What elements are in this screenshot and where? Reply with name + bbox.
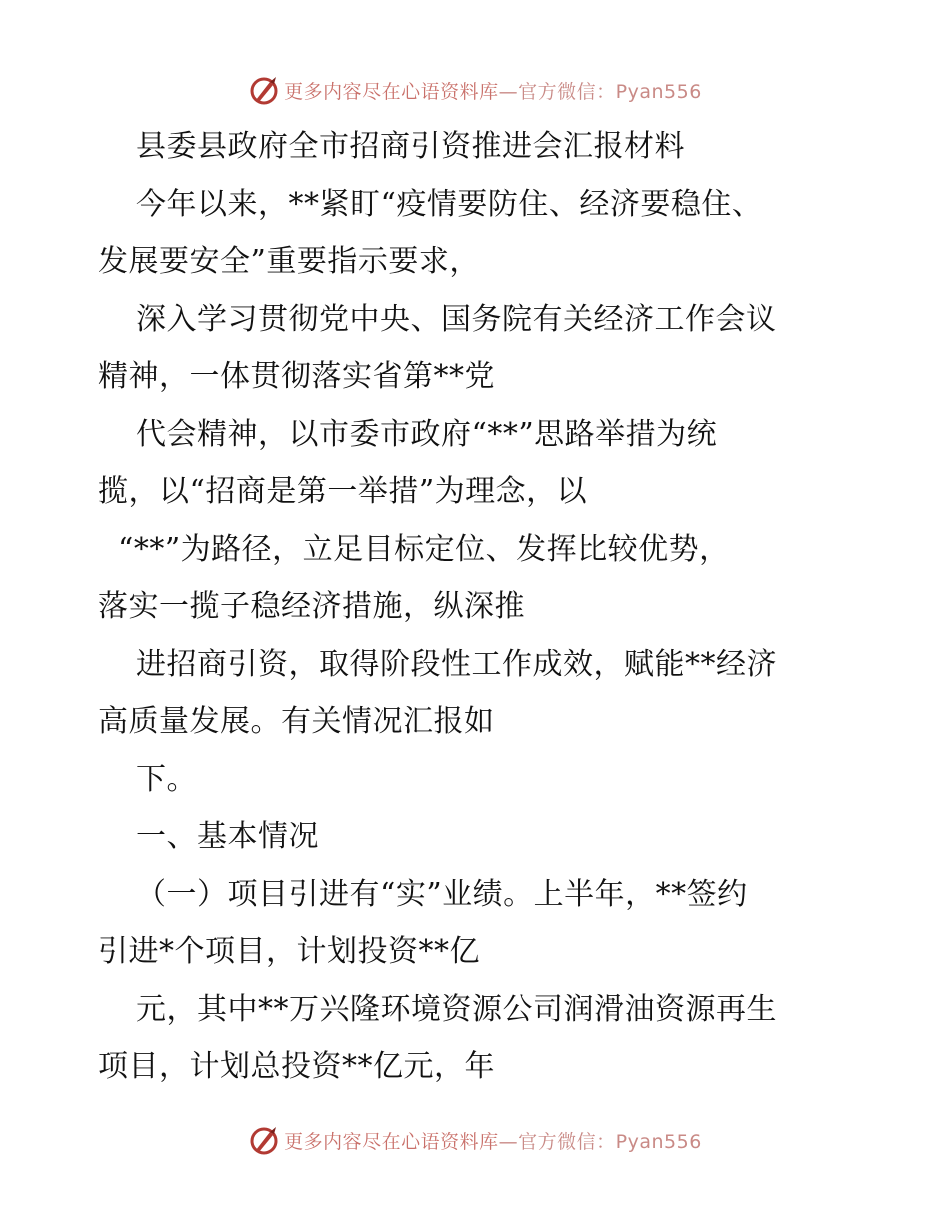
watermark-text: 更多内容尽在心语资料库—官方微信：Pyan556	[284, 80, 702, 103]
document-title: 县委县政府全市招商引资推进会汇报材料	[136, 129, 685, 164]
paragraph-line: 代会精神，以市委市政府“**”思路举措为统	[136, 416, 718, 452]
quill-logo-icon	[248, 74, 280, 106]
paragraph-line: 项目，计划总投资**亿元，年	[98, 1049, 495, 1084]
paragraph-line: 揽，以“招商是第一举措”为理念，以	[98, 474, 588, 509]
subsection-heading: （一）项目引进有“实”业绩。上半年，**签约	[136, 876, 748, 912]
paragraph-line: 落实一揽子稳经济措施，纵深推	[98, 589, 525, 624]
paragraph-line: 进招商引资，取得阶段性工作成效，赋能**经济	[136, 646, 777, 682]
document-body	[98, 118, 858, 1096]
paragraph-line: 今年以来，**紧盯“疫情要防住、经济要稳住、	[136, 186, 763, 222]
paragraph-line: 精神，一体贯彻落实省第**党	[98, 359, 495, 394]
paragraph-line: 下。	[136, 761, 197, 797]
header-watermark-banner	[0, 70, 950, 110]
paragraph-line: “**”为路径，立足目标定位、发挥比较优势，	[118, 531, 730, 567]
paragraph-line: 元，其中**万兴隆环境资源公司润滑油资源再生	[136, 991, 777, 1027]
footer-watermark-banner	[0, 1120, 950, 1160]
paragraph-line: 引进*个项目，计划投资**亿	[98, 934, 480, 969]
paragraph-line: 发展要安全”重要指示要求，	[98, 244, 480, 279]
paragraph-line: 深入学习贯彻党中央、国务院有关经济工作会议	[136, 301, 777, 337]
section-heading: 一、基本情况	[136, 819, 319, 854]
quill-logo-icon	[248, 1124, 280, 1156]
watermark-text: 更多内容尽在心语资料库—官方微信：Pyan556	[284, 1130, 702, 1153]
paragraph-line: 高质量发展。有关情况汇报如	[98, 704, 495, 739]
